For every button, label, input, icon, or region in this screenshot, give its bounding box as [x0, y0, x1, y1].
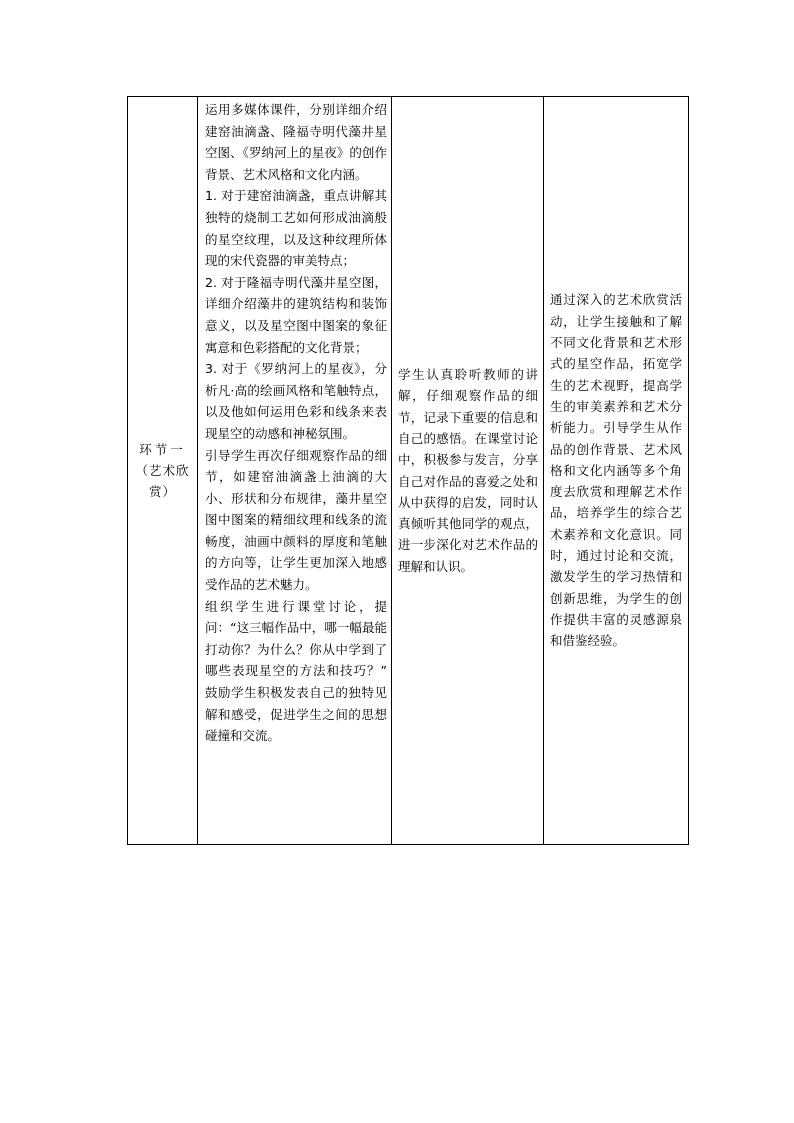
student-activity-text: 学生认真聆听教师的讲解，仔细观察作品的细节，记录下重要的信息和自己的感悟。在课堂讨论中，积极参与发言，分享自己对作品的喜爱之处和从中获得的启发，同时认真倾听其他同学的观点，进一步深化对艺术作品的理解和认识。 [398, 367, 538, 574]
stage-subtitle-line1: （艺术欣 [135, 463, 190, 478]
teacher-discuss-paragraph: 组织学生进行课堂讨论，提问：“这三幅作品中，哪一幅最能打动你？为什么？你从中学到了哪些表现星空的方法和技巧？” 鼓励学生积极发表自己的独特见解和感受，促进学生之间的思想碰撞和交流。 [205, 598, 387, 744]
teacher-observe-paragraph: 引导学生再次仔细观察作品的细节，如建窑油滴盏上油滴的大小、形状和分布规律，藻井星空图中图案的精细纹理和线条的流畅度，油画中颜料的厚度和笔触的方向等，让学生更加深入地感受作品的艺术魅力。 [205, 447, 387, 593]
teacher-point-3: 3. 对于《罗纳河上的星夜》，分析凡·高的绘画风格和笔触特点，以及他如何运用色彩和线条来表现星空的动感和神秘氛围。 [205, 361, 387, 441]
stage-name: 环节一 [139, 442, 186, 457]
teacher-point-2: 2. 对于隆福寺明代藻井星空图，详细介绍藻井的建筑结构和装饰意义，以及星空图中图案的象征寓意和色彩搭配的文化背景； [205, 274, 387, 355]
stage-cell [128, 97, 198, 845]
teacher-point-1: 1. 对于建窑油滴盏，重点讲解其独特的烧制工艺如何形成油滴般的星空纹理，以及这种纹理所体现的宋代瓷器的审美特点； [205, 188, 387, 269]
design-intent-cell [544, 97, 689, 845]
stage-subtitle-line2: 赏） [148, 484, 176, 499]
lesson-plan-table [127, 96, 689, 845]
design-intent-text: 通过深入的艺术欣赏活动，让学生接触和了解不同文化背景和艺术形式的星空作品，拓宽学生的艺术视野，提高学生的审美素养和艺术分析能力。引导学生从作品的创作背景、艺术风格和文化内涵等多个角度去欣赏和理解艺术作品，培养学生的综合艺术素养和文化意识。同时，通过讨论和交流，激发学生的学习热情和创新思维，为学生的创作提供丰富的灵感源泉和借鉴经验。 [550, 292, 682, 649]
teacher-activity-cell [198, 97, 392, 845]
table-row [128, 97, 689, 845]
student-activity-cell [392, 97, 544, 845]
teacher-intro-paragraph: 运用多媒体课件，分别详细介绍建窑油滴盏、隆福寺明代藻井星空图、《罗纳河上的星夜》的创作背景、艺术风格和文化内涵。 [205, 102, 387, 182]
